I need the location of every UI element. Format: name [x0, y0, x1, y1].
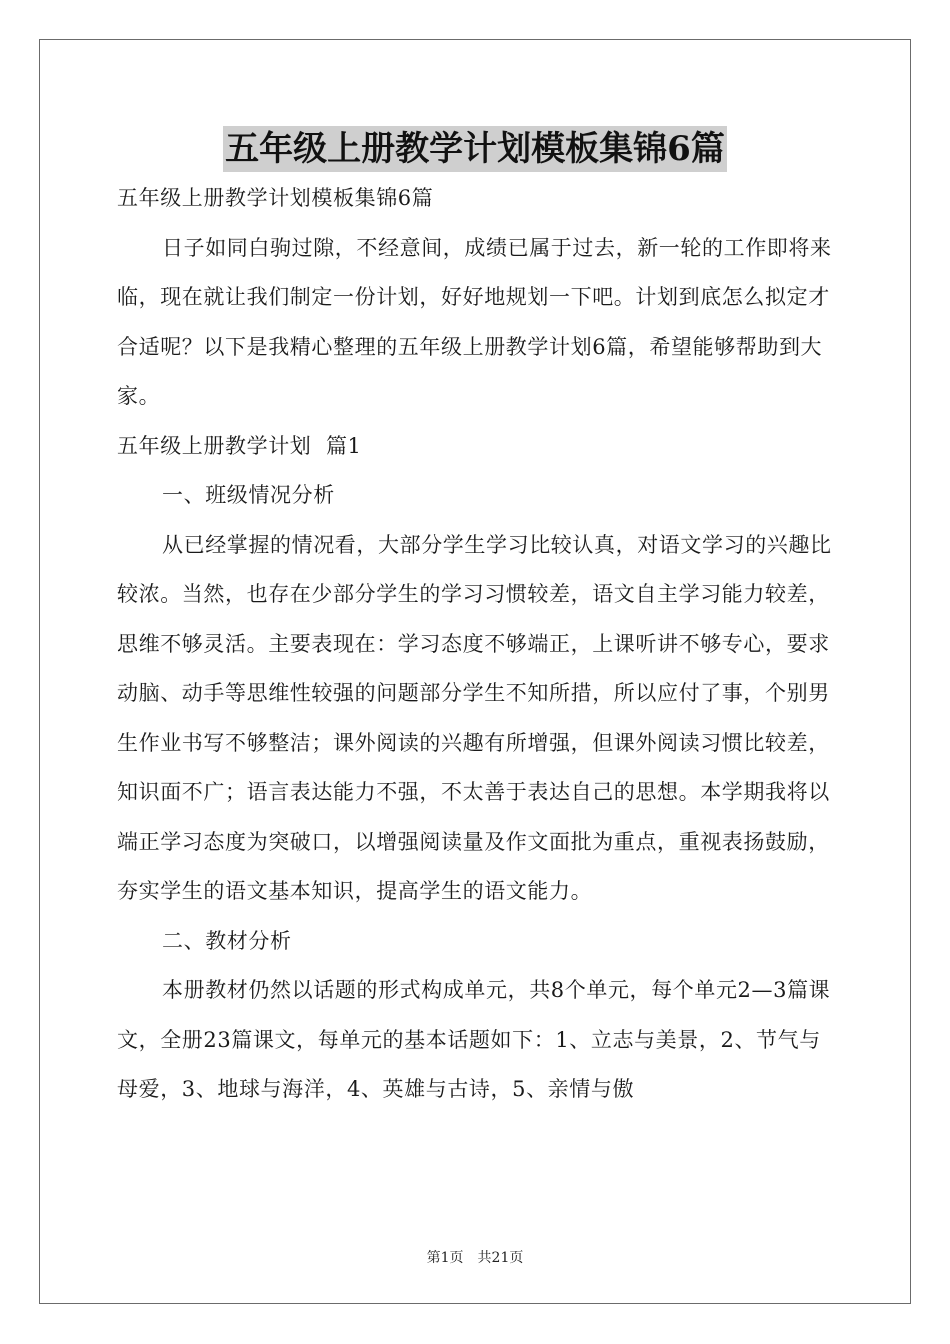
- section-heading: 五年级上册教学计划 篇1: [117, 433, 362, 458]
- document-title: 五年级上册教学计划模板集锦6篇: [223, 126, 727, 172]
- heading-class-analysis: 一、班级情况分析: [162, 483, 335, 507]
- page-footer: [0, 1247, 950, 1267]
- document-body: [117, 174, 837, 1115]
- class-analysis-paragraph: 从已经掌握的情况看，大部分学生学习比较认真，对语文学习的兴趣比较浓。当然，也存在少部分学生的学习习惯较差，语文自主学习能力较差，思维不够灵活。主要表现在：学习态度不够端正，上课听讲不够专心，要求动脑、动手等思维性较强的问题部分学生不知所措，所以应付了事，个别男生作业书写不够整洁；课外阅读的兴趣有所增强，但课外阅读习惯比较差，知识面不广；语言表达能力不强，不太善于表达自己的思想。本学期我将以端正学习态度为突破口，以增强阅读量及作文面批为重点，重视表扬鼓励，夯实学生的语文基本知识，提高学生的语文能力。: [117, 532, 832, 903]
- title-container: [0, 126, 950, 172]
- intro-paragraph: 日子如同白驹过隙，不经意间，成绩已属于过去，新一轮的工作即将来临，现在就让我们制定一份计划，好好地规划一下吧。计划到底怎么拟定才合适呢？以下是我精心整理的五年级上册教学计划6篇，希望能够帮助到大家。: [117, 235, 832, 408]
- page-number: 第1页 共21页: [426, 1250, 524, 1266]
- document-subtitle: 五年级上册教学计划模板集锦6篇: [117, 186, 434, 210]
- heading-textbook-analysis: 二、教材分析: [162, 928, 292, 953]
- textbook-analysis-paragraph: 本册教材仍然以话题的形式构成单元，共8个单元，每个单元2—3篇课文，全册23篇课文，每单元的基本话题如下：1、立志与美景，2、节气与母爱，3、地球与海洋，4、英雄与古诗，5、亲情与傲: [117, 978, 831, 1101]
